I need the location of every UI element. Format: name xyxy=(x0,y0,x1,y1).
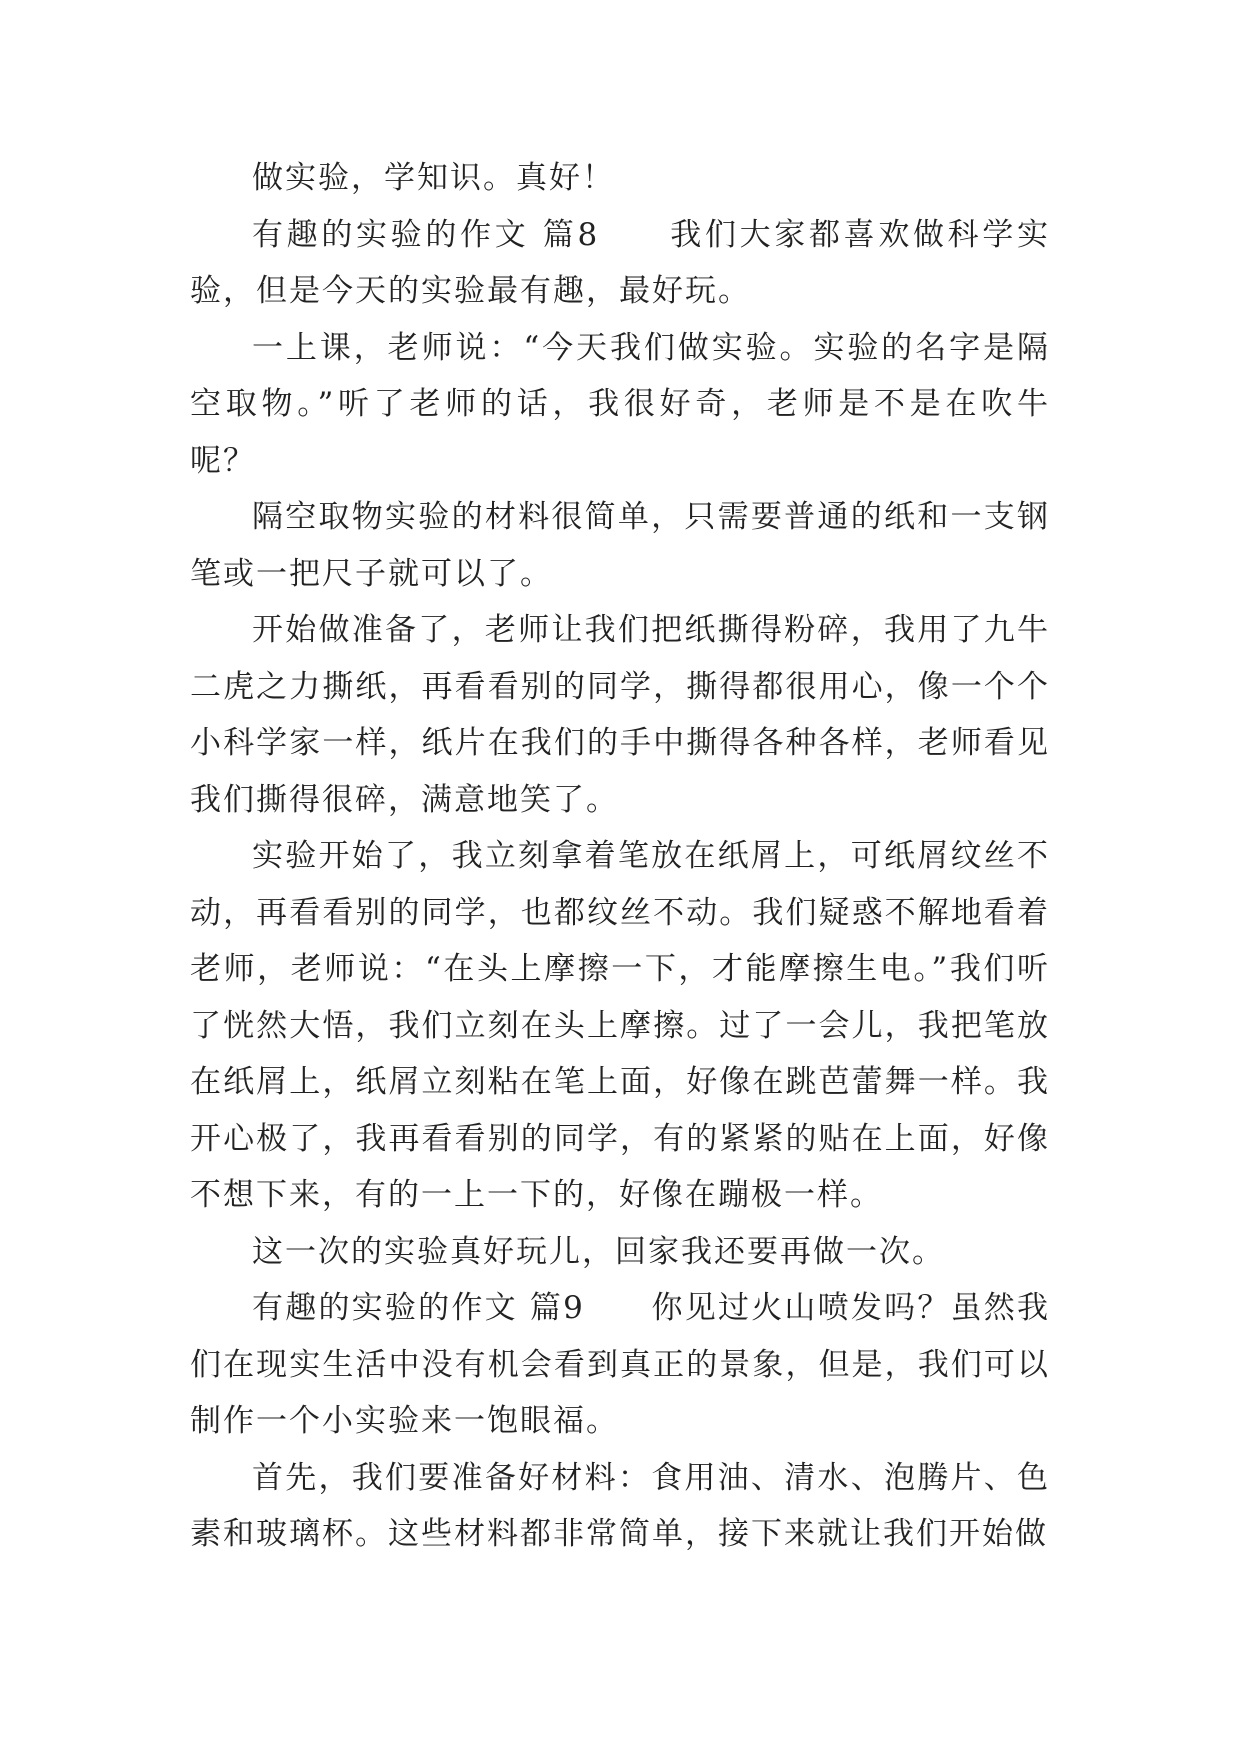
paragraph-2: 有趣的实验的作文 篇8 我们大家都喜欢做科学实验，但是今天的实验最有趣，最好玩。 xyxy=(190,216,1050,309)
paragraph-4: 隔空取物实验的材料很简单，只需要普通的纸和一支钢笔或一把尺子就可以了。 xyxy=(190,499,1050,592)
paragraph-3: 一上课，老师说：“今天我们做实验。实验的名字是隔空取物。”听了老师的话，我很好奇，老师是不是在吹牛呢？ xyxy=(190,329,1050,479)
document-page xyxy=(190,150,1050,1563)
paragraph-8: 有趣的实验的作文 篇9 你见过火山喷发吗？虽然我们在现实生活中没有机会看到真正的景象，但是，我们可以制作一个小实验来一饱眼福。 xyxy=(190,1290,1050,1439)
paragraph-1: 做实验，学知识。真好！ xyxy=(252,160,615,196)
paragraph-7: 这一次的实验真好玩儿，回家我还要再做一次。 xyxy=(252,1233,945,1270)
paragraph-9: 首先，我们要准备好材料：食用油、清水、泡腾片、色素和玻璃杯。这些材料都非常简单，接下来就让我们开始做 xyxy=(190,1459,1050,1552)
paragraph-5: 开始做准备了，老师让我们把纸撕得粉碎，我用了九牛二虎之力撕纸，再看看别的同学，撕得都很用心，像一个个小科学家一样，纸片在我们的手中撕得各种各样，老师看见我们撕得很碎，满意地笑了。 xyxy=(190,612,1050,818)
paragraph-6: 实验开始了，我立刻拿着笔放在纸屑上，可纸屑纹丝不动，再看看别的同学，也都纹丝不动。我们疑惑不解地看着老师，老师说：“在头上摩擦一下，才能摩擦生电。”我们听了恍然大悟，我们立刻在头上摩擦。过了一会儿，我把笔放在纸屑上，纸屑立刻粘在笔上面，好像在跳芭蕾舞一样。我开心极了，我再看看别的同学，有的紧紧的贴在上面，好像不想下来，有的一上一下的，好像在蹦极一样。 xyxy=(190,838,1050,1213)
